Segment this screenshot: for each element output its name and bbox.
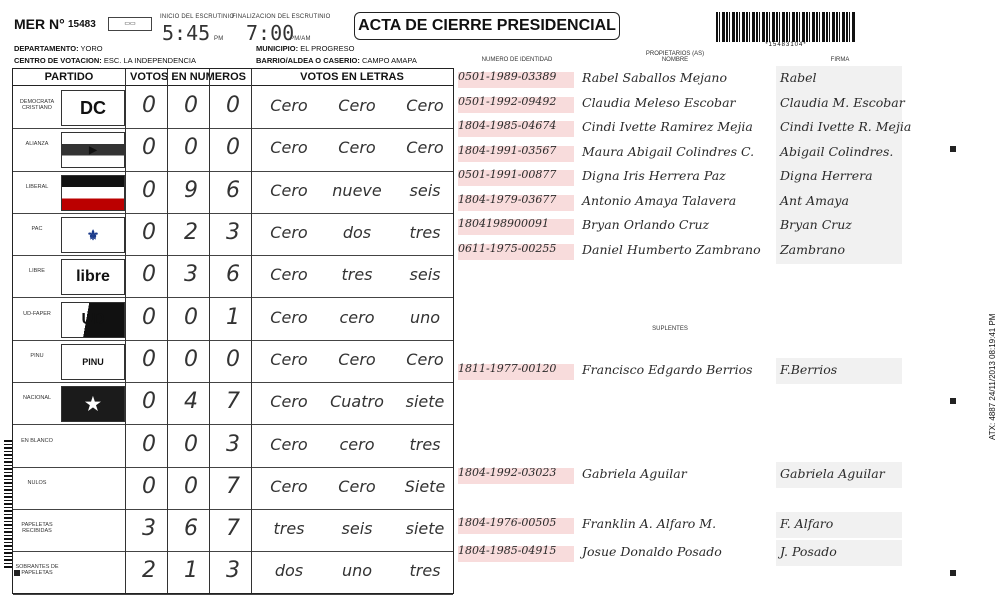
party-name: PAPELETAS RECIBIDAS bbox=[21, 522, 53, 535]
vote-word[interactable]: Cero bbox=[270, 349, 308, 369]
member-id[interactable]: 0611-1975-00255 bbox=[458, 241, 557, 255]
member-signature[interactable]: J. Posado bbox=[780, 544, 837, 559]
member-name[interactable]: Digna Iris Herrera Paz bbox=[582, 168, 726, 183]
vote-digit[interactable]: 3 bbox=[184, 262, 198, 288]
vote-word[interactable]: Cero bbox=[338, 138, 376, 158]
table-row bbox=[13, 298, 453, 341]
vote-digit[interactable]: 3 bbox=[226, 558, 240, 584]
side-barcode bbox=[4, 440, 12, 568]
vote-digit[interactable]: 6 bbox=[226, 262, 240, 288]
table-row bbox=[13, 128, 453, 171]
vote-digit[interactable]: 7 bbox=[226, 473, 240, 499]
party-logo-text: UD bbox=[81, 310, 105, 328]
member-signature[interactable]: Rabel bbox=[780, 70, 817, 85]
side-stamp: ATX: 4887 24/11/2013 08:19:41 PM bbox=[988, 313, 997, 440]
vote-digit[interactable]: 0 bbox=[184, 473, 198, 499]
member-name[interactable]: Gabriela Aguilar bbox=[582, 466, 687, 481]
column-divider bbox=[125, 69, 126, 593]
member-signature[interactable]: F. Alfaro bbox=[780, 516, 834, 531]
vote-word[interactable]: cero bbox=[339, 434, 375, 454]
member-signature[interactable]: F.Berrios bbox=[780, 362, 838, 377]
party-name: SOBRANTES DE PAPELETAS bbox=[15, 564, 59, 577]
vote-digit[interactable]: 7 bbox=[226, 516, 240, 542]
start-suffix: PM bbox=[214, 36, 224, 42]
table-row bbox=[13, 171, 453, 214]
vote-word[interactable]: siete bbox=[405, 392, 445, 412]
vote-word[interactable]: Cuatro bbox=[330, 392, 384, 412]
column-divider bbox=[251, 69, 252, 593]
vote-digit[interactable]: 7 bbox=[226, 389, 240, 415]
party-emblem-icon: ⚜ bbox=[86, 226, 100, 243]
member-name[interactable]: Franklin A. Alfaro M. bbox=[582, 516, 717, 531]
vote-digit[interactable]: 0 bbox=[142, 389, 156, 415]
centro-row bbox=[14, 56, 196, 65]
vote-word[interactable]: tres bbox=[409, 561, 441, 581]
member-id[interactable]: 1804-1985-04915 bbox=[458, 544, 557, 557]
party-name: PINU bbox=[30, 352, 44, 359]
member-id[interactable]: 1811-1977-00120 bbox=[458, 362, 557, 375]
vote-digit[interactable]: 3 bbox=[226, 431, 240, 457]
party-name: PAC bbox=[31, 226, 43, 233]
vote-word[interactable]: tres bbox=[409, 434, 441, 454]
party-logo-text: libre bbox=[76, 268, 110, 286]
end-time: 7:00 bbox=[246, 21, 295, 45]
suplentes-label: SUPLENTES bbox=[652, 326, 688, 332]
vote-digit[interactable]: 1 bbox=[184, 558, 198, 584]
registration-mark bbox=[950, 398, 956, 404]
vote-digit[interactable]: 0 bbox=[142, 473, 156, 499]
barcode bbox=[716, 12, 856, 42]
table-row bbox=[13, 213, 453, 256]
barcode-number: *15483104* bbox=[765, 42, 807, 48]
column-divider bbox=[209, 69, 210, 593]
registration-mark bbox=[950, 570, 956, 576]
party-logo-icon bbox=[61, 132, 125, 168]
vote-word[interactable]: uno bbox=[341, 561, 373, 581]
col-partido: PARTIDO bbox=[13, 69, 126, 86]
member-signature[interactable]: Abigail Colindres. bbox=[780, 143, 894, 159]
vote-digit[interactable]: 4 bbox=[184, 389, 198, 415]
member-signature[interactable]: Ant Amaya bbox=[780, 192, 849, 208]
vote-word[interactable]: Siete bbox=[404, 476, 446, 496]
vote-digit[interactable]: 6 bbox=[184, 516, 198, 542]
party-name: NULOS bbox=[27, 479, 47, 486]
table-row bbox=[13, 424, 453, 467]
member-name[interactable]: Bryan Orlando Cruz bbox=[582, 217, 710, 232]
end-label: FINALIZACION DEL ESCRUTINIO bbox=[232, 14, 331, 20]
table-row bbox=[13, 86, 453, 129]
centro-value: ESC. LA INDEPENDENCIA bbox=[103, 56, 196, 65]
vote-word[interactable]: tres bbox=[409, 223, 441, 243]
departamento-label: DEPARTAMENTO: bbox=[14, 44, 79, 53]
tse-logo-icon: ▭▭ bbox=[108, 17, 152, 31]
vote-word[interactable]: Cero bbox=[270, 223, 308, 243]
vote-word[interactable]: cero bbox=[339, 307, 375, 327]
vote-word[interactable]: dos bbox=[342, 223, 372, 243]
party-name: LIBRE bbox=[29, 268, 45, 275]
vote-digit[interactable]: 1 bbox=[226, 304, 240, 330]
vote-word[interactable]: Cero bbox=[270, 180, 308, 200]
start-label: INICIO DEL ESCRUTINIO bbox=[160, 14, 235, 20]
municipio-row bbox=[256, 44, 355, 53]
member-name[interactable]: Antonio Amaya Talavera bbox=[582, 192, 737, 208]
member-signature[interactable]: Gabriela Aguilar bbox=[780, 466, 885, 481]
vote-digit[interactable]: 0 bbox=[142, 431, 156, 457]
party-logo-text: PINU bbox=[82, 356, 104, 367]
vote-table bbox=[12, 68, 454, 594]
vote-word[interactable]: tres bbox=[341, 265, 373, 285]
member-name[interactable]: Cindi Ivette Ramirez Mejia bbox=[582, 119, 753, 134]
party-logo-icon bbox=[61, 259, 125, 295]
vote-word[interactable]: uno bbox=[409, 307, 441, 327]
vote-digit[interactable]: 0 bbox=[142, 220, 156, 246]
vote-digit[interactable]: 2 bbox=[142, 558, 156, 584]
table-row bbox=[13, 382, 453, 425]
vote-word[interactable]: Cero bbox=[338, 476, 376, 496]
vote-digit[interactable]: 0 bbox=[142, 304, 156, 330]
table-row bbox=[13, 467, 453, 510]
vote-word[interactable]: nueve bbox=[332, 180, 382, 200]
municipio-label: MUNICIPIO: bbox=[256, 44, 299, 53]
vote-word[interactable]: seis bbox=[341, 519, 373, 539]
vote-word[interactable]: Cero bbox=[270, 434, 308, 454]
party-emblem-icon: ▶ bbox=[89, 144, 97, 156]
vote-digit[interactable]: 0 bbox=[184, 431, 198, 457]
member-name[interactable]: Maura Abigail Colindres C. bbox=[582, 143, 755, 159]
end-suffix: PM/AM bbox=[290, 36, 311, 42]
vote-digit[interactable]: 0 bbox=[142, 135, 156, 161]
member-id[interactable]: 1804-1979-03677 bbox=[458, 192, 557, 206]
vote-word[interactable]: seis bbox=[409, 265, 441, 285]
member-name[interactable]: Claudia Meleso Escobar bbox=[582, 94, 736, 110]
member-id[interactable]: 1804-1992-03023 bbox=[458, 466, 557, 479]
member-signature[interactable]: Digna Herrera bbox=[780, 168, 873, 183]
party-name: NACIONAL bbox=[22, 395, 52, 402]
vote-word[interactable]: Cero bbox=[270, 392, 308, 412]
member-signature[interactable]: Cindi Ivette R. Mejia bbox=[780, 119, 912, 134]
party-logo-text: DC bbox=[80, 97, 106, 118]
member-id[interactable]: 0501-1992-09492 bbox=[458, 94, 557, 108]
member-name[interactable]: Josue Donaldo Posado bbox=[582, 544, 722, 559]
party-name: EN BLANCO bbox=[21, 437, 53, 444]
vote-word[interactable]: Cero bbox=[270, 265, 308, 285]
col-nombre: NOMBRE bbox=[661, 57, 689, 63]
vote-word[interactable]: Cero bbox=[406, 138, 444, 158]
member-signature[interactable]: Zambrano bbox=[780, 241, 845, 257]
table-row bbox=[13, 340, 453, 383]
party-name: UD-FAPER bbox=[23, 310, 51, 317]
vote-digit[interactable]: 0 bbox=[142, 262, 156, 288]
barrio-label: BARRIO/ALDEA O CASERIO: bbox=[256, 56, 360, 65]
party-logo-icon bbox=[61, 217, 125, 253]
vote-word[interactable]: dos bbox=[274, 561, 304, 581]
member-signature[interactable]: Bryan Cruz bbox=[780, 217, 852, 232]
vote-word[interactable]: siete bbox=[405, 519, 445, 539]
page-title: ACTA DE CIERRE PRESIDENCIAL bbox=[354, 12, 620, 40]
party-emblem-icon: ★ bbox=[84, 393, 102, 414]
party-name: ALIANZA bbox=[25, 141, 49, 148]
vote-digit[interactable]: 0 bbox=[226, 93, 240, 119]
col-propietarios: PROPIETARIOS (AS) bbox=[645, 51, 705, 57]
party-name: LIBERAL bbox=[25, 183, 49, 190]
member-name[interactable]: Francisco Edgardo Berrios bbox=[582, 362, 753, 377]
vote-digit[interactable]: 3 bbox=[226, 220, 240, 246]
centro-label: CENTRO DE VOTACION: bbox=[14, 56, 102, 65]
municipio-value: EL PROGRESO bbox=[300, 44, 355, 53]
vote-word[interactable]: Cero bbox=[270, 96, 308, 116]
member-name[interactable]: Rabel Saballos Mejano bbox=[582, 70, 728, 85]
table-row bbox=[13, 255, 453, 298]
vote-word[interactable]: Cero bbox=[338, 96, 376, 116]
table-row bbox=[13, 551, 453, 594]
column-divider bbox=[167, 69, 168, 593]
vote-digit[interactable]: 6 bbox=[226, 177, 240, 203]
departamento-row bbox=[14, 44, 103, 53]
barrio-value: CAMPO AMAPA bbox=[361, 56, 417, 65]
vote-digit[interactable]: 0 bbox=[142, 346, 156, 372]
col-identidad: NUMERO DE IDENTIDAD bbox=[481, 57, 553, 63]
party-logo-icon bbox=[61, 386, 125, 422]
vote-word[interactable]: Cero bbox=[406, 96, 444, 116]
col-numeros: VOTOS EN NUMEROS bbox=[125, 69, 252, 86]
vote-digit[interactable]: 0 bbox=[184, 346, 198, 372]
vote-digit[interactable]: 0 bbox=[226, 135, 240, 161]
member-id[interactable]: 1804-1991-03567 bbox=[458, 143, 557, 157]
col-firma: FIRMA bbox=[830, 57, 850, 63]
vote-word[interactable]: Cero bbox=[338, 349, 376, 369]
start-time: 5:45 bbox=[162, 21, 211, 45]
party-logo-icon bbox=[61, 175, 125, 211]
member-id[interactable]: 1804-1976-00505 bbox=[458, 516, 557, 529]
vote-word[interactable]: Cero bbox=[406, 349, 444, 369]
vote-digit[interactable]: 0 bbox=[142, 93, 156, 119]
vote-digit[interactable]: 0 bbox=[184, 93, 198, 119]
vote-digit[interactable]: 0 bbox=[184, 135, 198, 161]
vote-digit[interactable]: 0 bbox=[142, 177, 156, 203]
vote-word[interactable]: tres bbox=[273, 519, 305, 539]
mer-label: MER N° bbox=[14, 16, 65, 32]
vote-digit[interactable]: 0 bbox=[226, 346, 240, 372]
member-id[interactable]: 1804198900091 bbox=[458, 217, 549, 230]
member-id[interactable]: 1804-1985-04674 bbox=[458, 119, 557, 132]
col-letras: VOTOS EN LETRAS bbox=[251, 69, 453, 86]
vote-digit[interactable]: 9 bbox=[184, 177, 198, 203]
member-signature[interactable]: Claudia M. Escobar bbox=[780, 94, 905, 110]
vote-digit[interactable]: 2 bbox=[184, 220, 198, 246]
party-logo-icon bbox=[61, 90, 125, 126]
departamento-value: YORO bbox=[80, 44, 103, 53]
member-id[interactable]: 0501-1991-00877 bbox=[458, 168, 557, 181]
member-id[interactable]: 0501-1989-03389 bbox=[458, 70, 557, 83]
registration-mark bbox=[950, 146, 956, 152]
vote-word[interactable]: Cero bbox=[270, 138, 308, 158]
vote-word[interactable]: seis bbox=[409, 180, 441, 200]
party-logo-icon bbox=[61, 344, 125, 380]
vote-word[interactable]: Cero bbox=[270, 476, 308, 496]
party-logo-icon bbox=[61, 302, 125, 338]
table-row bbox=[13, 509, 453, 552]
vote-word[interactable]: Cero bbox=[270, 307, 308, 327]
barrio-row bbox=[256, 56, 417, 65]
registration-mark bbox=[14, 570, 20, 576]
mer-number: 15483 bbox=[68, 19, 96, 30]
vote-digit[interactable]: 3 bbox=[142, 516, 156, 542]
member-name[interactable]: Daniel Humberto Zambrano bbox=[582, 241, 761, 257]
vote-digit[interactable]: 0 bbox=[184, 304, 198, 330]
party-name: DEMOCRATA CRISTIANO bbox=[19, 99, 55, 112]
